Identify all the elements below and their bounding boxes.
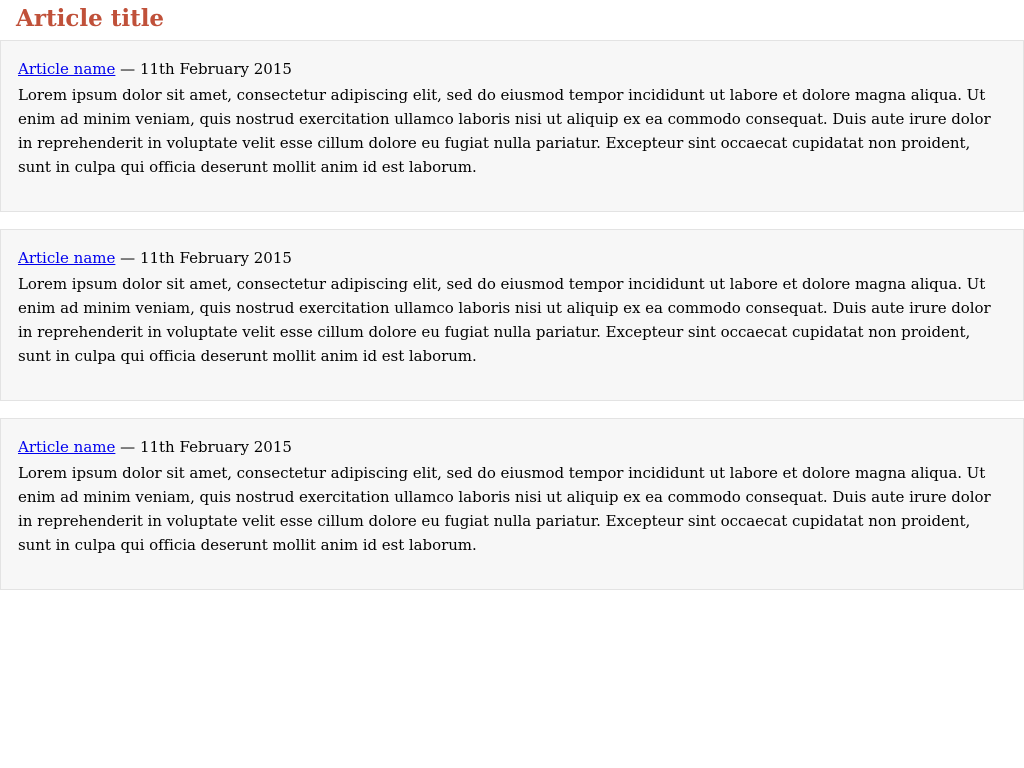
article-card [0, 229, 1024, 401]
article-body: Lorem ipsum dolor sit amet, consectetur adipiscing elit, sed do eiusmod tempor incididunt ut labore et dolore magna aliqua. Ut enim ad minim veniam, quis nostrud exercitation ullamco laboris nisi ut aliquip ex ea commodo consequat. Duis aute irure dolor in reprehenderit in voluptate velit esse cillum dolore eu fugiat nulla pariatur. Excepteur sint occaecat cupidatat non proident, sunt in culpa qui officia deserunt mollit anim id est laborum. [18, 464, 991, 554]
article-meta [18, 435, 1006, 461]
article-body: Lorem ipsum dolor sit amet, consectetur adipiscing elit, sed do eiusmod tempor incididunt ut labore et dolore magna aliqua. Ut enim ad minim veniam, quis nostrud exercitation ullamco laboris nisi ut aliquip ex ea commodo consequat. Duis aute irure dolor in reprehenderit in voluptate velit esse cillum dolore eu fugiat nulla pariatur. Excepteur sint occaecat cupidatat non proident, sunt in culpa qui officia deserunt mollit anim id est laborum. [18, 275, 991, 365]
article-list [0, 40, 1024, 590]
article-date: 11th February 2015 [139, 60, 292, 78]
article-name-link[interactable]: Article name [18, 249, 116, 267]
meta-separator: — [115, 249, 140, 267]
article-body: Lorem ipsum dolor sit amet, consectetur adipiscing elit, sed do eiusmod tempor incididunt ut labore et dolore magna aliqua. Ut enim ad minim veniam, quis nostrud exercitation ullamco laboris nisi ut aliquip ex ea commodo consequat. Duis aute irure dolor in reprehenderit in voluptate velit esse cillum dolore eu fugiat nulla pariatur. Excepteur sint occaecat cupidatat non proident, sunt in culpa qui officia deserunt mollit anim id est laborum. [18, 86, 991, 176]
meta-separator: — [115, 60, 140, 78]
article-name-link[interactable]: Article name [18, 438, 116, 456]
article-date: 11th February 2015 [139, 438, 292, 456]
article-meta [18, 246, 1006, 272]
article-date: 11th February 2015 [139, 249, 292, 267]
page-title: Article title [16, 5, 165, 32]
meta-separator: — [115, 438, 140, 456]
article-meta [18, 57, 1006, 83]
article-card [0, 40, 1024, 212]
article-card [0, 418, 1024, 590]
article-name-link[interactable]: Article name [18, 60, 116, 78]
